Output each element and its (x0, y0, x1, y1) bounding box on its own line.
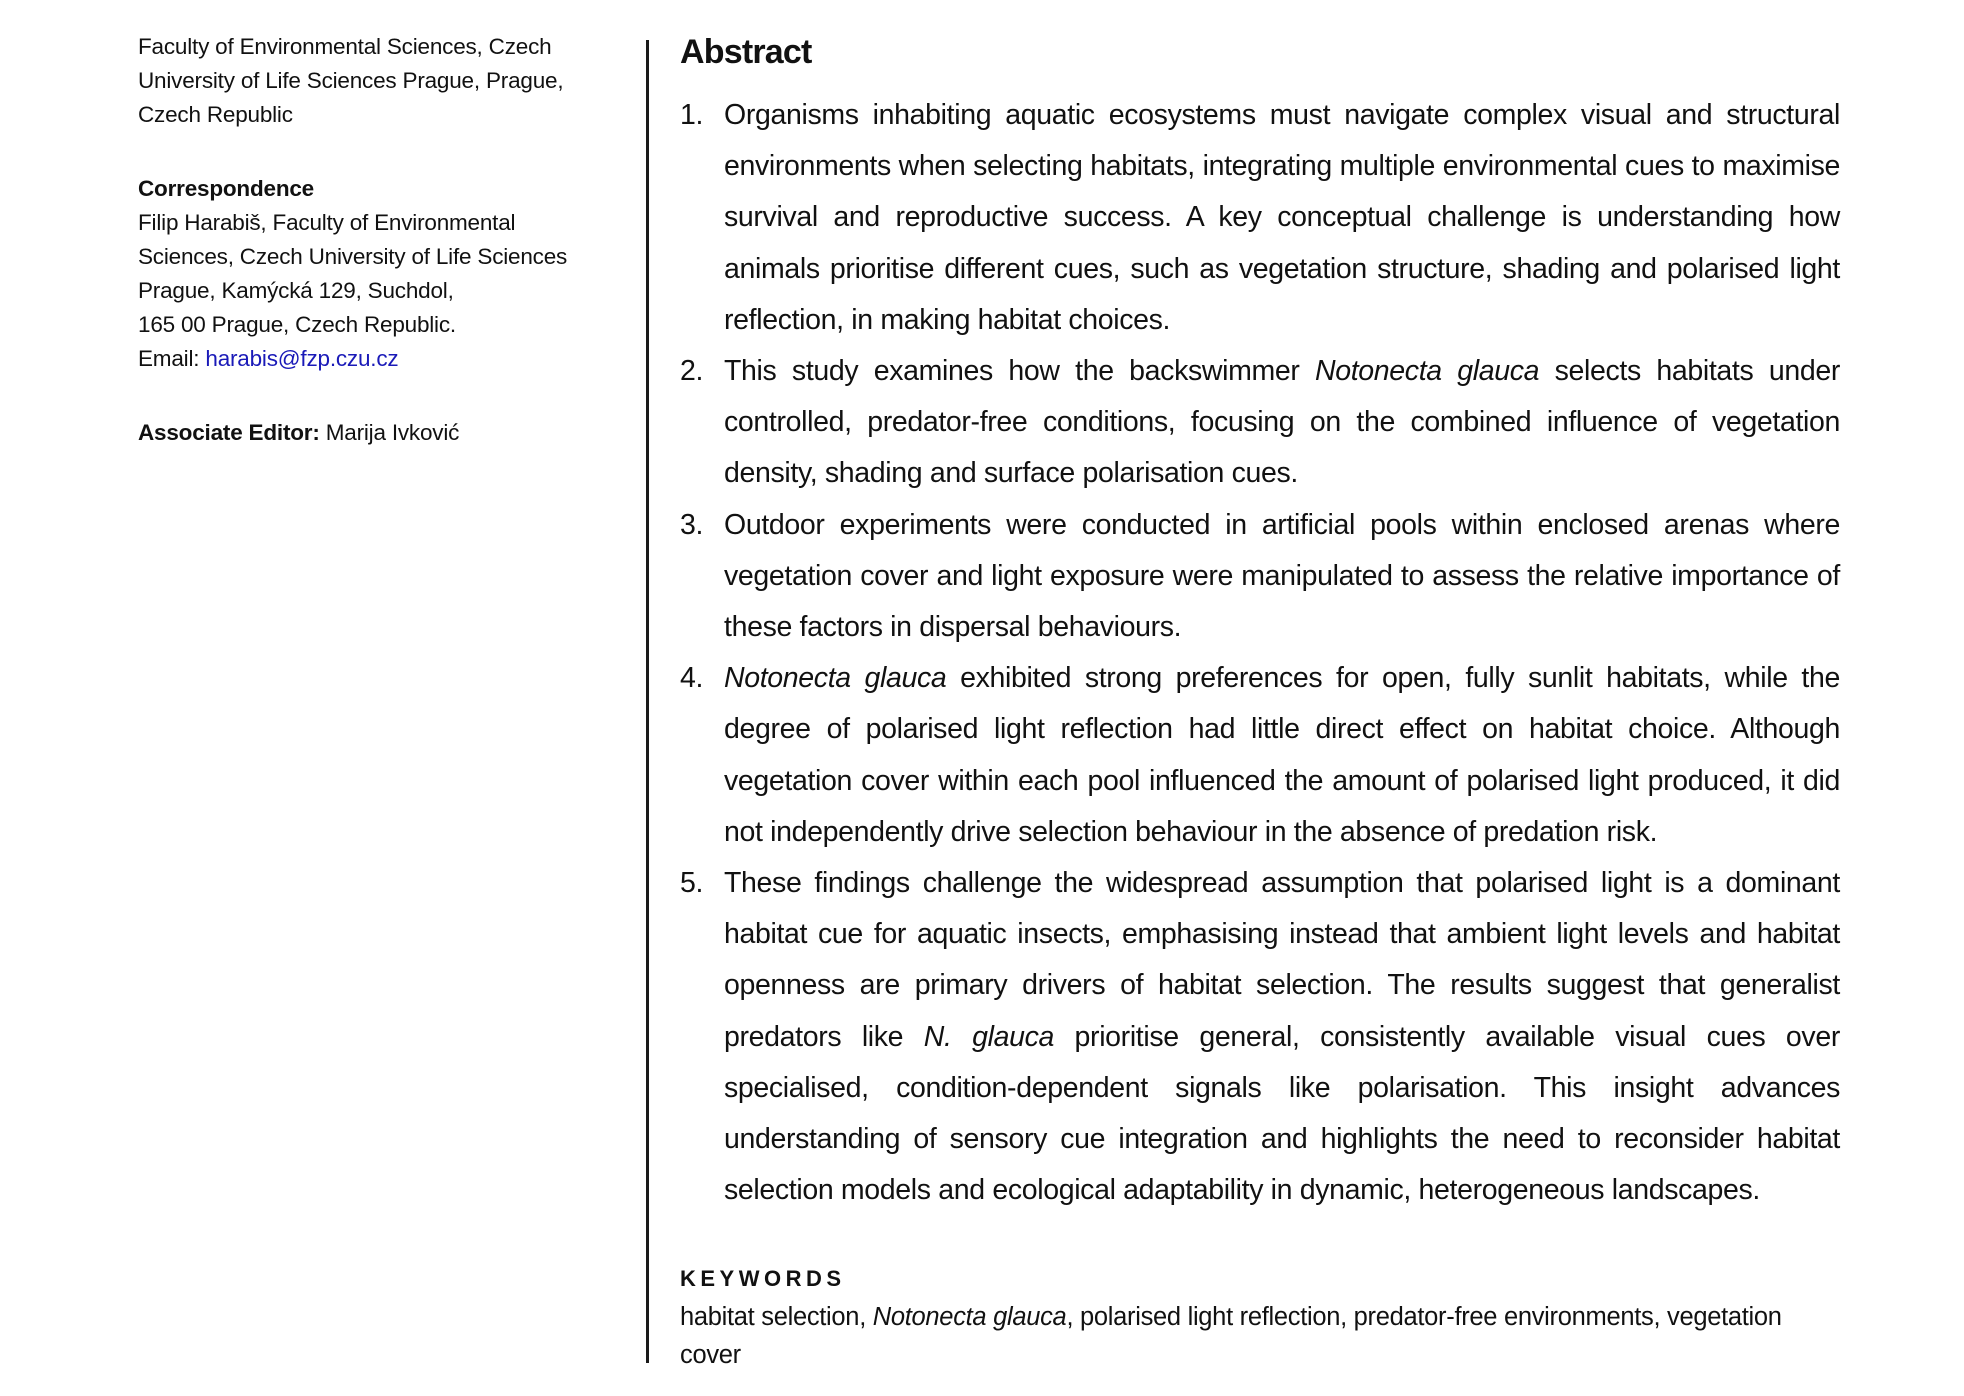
abstract-text: These findings challenge the widespread assumption that polarised light is a dominant habitat cue for aquatic insects, emphasising instead that ambient light levels and habitat openness are primary drivers of habitat selection. The results suggest that generalist predators like (724, 867, 1840, 1053)
keyword-species-name: Notonecta glauca (872, 1303, 1067, 1332)
correspondence-line: Prague, Kamýcká 129, Suchdol, (138, 278, 454, 303)
abstract-text: Outdoor experiments were conducted in artificial pools within enclosed arenas where vegetation cover and light exposure were manipulated to assess the relative importance of these factors in dispersal behaviours. (724, 508, 1840, 644)
abstract-text: Organisms inhabiting aquatic ecosystems must navigate complex visual and structural environments when selecting habitats, integrating multiple environmental cues to maximise survival and reproductive success. A key conceptual challenge is understanding how animals prioritise different cues, such as vegetation structure, shading and polarised light reflection, in making habitat choices. (724, 99, 1840, 336)
abstract-text: prioritise general, consistently available visual cues over specialised, condition-dependent signals like polarisation. This insight advances understanding of sensory cue integration and highlights the need to reconsider habitat selection models and ecological adaptability in dynamic, heterogeneous landscapes. (724, 1020, 1840, 1207)
abstract-item-number: 4. (680, 662, 704, 695)
correspondence-line: 165 00 Prague, Czech Republic. (138, 312, 456, 337)
abstract-title: Abstract (680, 33, 812, 71)
email-link[interactable]: harabis@fzp.czu.cz (205, 346, 399, 371)
abstract-list (680, 90, 1840, 1216)
correspondence-line: Filip Harabiš, Faculty of Environmental (138, 210, 516, 235)
species-name: Notonecta glauca (1315, 355, 1540, 388)
spacer (138, 376, 608, 416)
correspondence-line: Sciences, Czech University of Life Sciences (138, 244, 568, 269)
species-name: Notonecta glauca (724, 662, 947, 695)
abstract-item-number: 5. (680, 867, 704, 900)
abstract-item-number: 2. (680, 355, 704, 388)
associate-editor (138, 416, 608, 450)
abstract-item (680, 858, 1840, 1216)
email-line (138, 342, 608, 376)
keyword-text: , polarised light reflection, predator-free environments, vegetation cover (680, 1303, 1782, 1370)
email-label: Email: (138, 346, 206, 371)
spacer (138, 132, 608, 172)
associate-editor-label: Associate Editor: (138, 420, 320, 445)
keywords-heading: KEYWORDS (680, 1266, 846, 1292)
column-divider (646, 40, 649, 1363)
abstract-section (680, 28, 1840, 1374)
keywords-list (680, 1298, 1800, 1374)
affiliation: Faculty of Environmental Sciences, Czech University of Life Sciences Prague, Prague, Czech Republic (138, 34, 564, 127)
abstract-item (680, 90, 1840, 346)
abstract-item-number: 1. (680, 99, 704, 131)
abstract-item-number: 3. (680, 508, 704, 541)
species-name: N. glauca (923, 1020, 1054, 1053)
abstract-text: selects habitats under controlled, predator-free conditions, focusing on the combined influence of vegetation density, shading and surface polarisation cues. (724, 355, 1840, 490)
correspondence-heading: Correspondence (138, 176, 314, 201)
abstract-text: exhibited strong preferences for open, fully sunlit habitats, while the degree of polarised light reflection had little direct effect on habitat choice. Although vegetation cover within each pool influenced the amount of polarised light produced, it did not independently drive selection behaviour in the absence of predation risk. (724, 662, 1840, 848)
keyword-text: habitat selection, (680, 1303, 873, 1332)
sidebar-info (138, 30, 608, 450)
abstract-item (680, 346, 1840, 500)
abstract-text: This study examines how the backswimmer (724, 355, 1315, 388)
abstract-item (680, 500, 1840, 654)
associate-editor-name: Marija Ivković (319, 420, 460, 445)
abstract-item (680, 653, 1840, 858)
